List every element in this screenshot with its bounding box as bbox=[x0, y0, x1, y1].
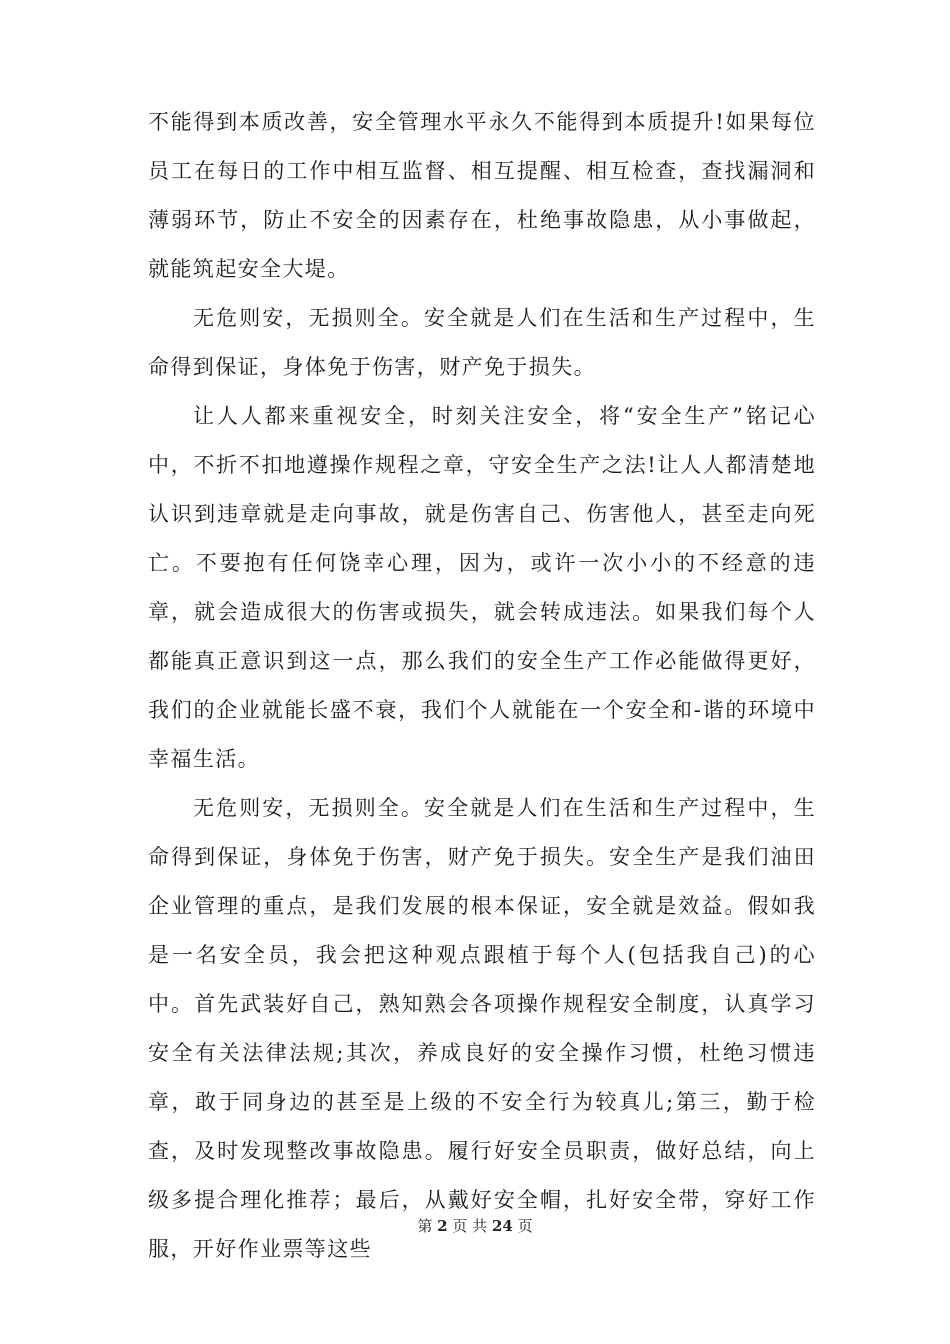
footer-suffix: 页 bbox=[517, 1217, 533, 1235]
footer-prefix: 第 bbox=[417, 1217, 433, 1235]
footer-page-number: 2 bbox=[437, 1217, 448, 1235]
paragraph-2: 无危则安，无损则全。安全就是人们在生活和生产过程中，生命得到保证，身体免于伤害，财产免于损失。 bbox=[148, 306, 816, 379]
footer-middle: 页 共 bbox=[452, 1217, 488, 1235]
document-body bbox=[148, 98, 816, 1274]
paragraph-3: 让人人都来重视安全，时刻关注安全，将“安全生产”铭记心中，不折不扣地遵操作规程之章，守安全生产之法!让人人都清楚地认识到违章就是走向事故，就是伤害自己、伤害他人，甚至走向死亡。不要抱有任何饶幸心理，因为，或许一次小小的不经意的违章，就会造成很大的伤害或损失，就会转成违法。如果我们每个人都能真正意识到这一点，那么我们的安全生产工作必能做得更好，我们的企业就能长盛不衰，我们个人就能在一个安全和-谐的环境中幸福生活。 bbox=[148, 404, 816, 771]
paragraph-4: 无危则安，无损则全。安全就是人们在生活和生产过程中，生命得到保证，身体免于伤害，财产免于损失。安全生产是我们油田企业管理的重点，是我们发展的根本保证，安全就是效益。假如我是一名安全员，我会把这种观点跟植于每个人(包括我自己)的心中。首先武装好自己，熟知熟会各项操作规程安全制度，认真学习安全有关法律法规;其次，养成良好的安全操作习惯，杜绝习惯违章，敢于同身边的甚至是上级的不安全行为较真儿;第三，勤于检查，及时发现整改事故隐患。履行好安全员职责，做好总结，向上级多提合理化推荐；最后，从戴好安全帽，扎好安全带，穿好工作服，开好作业票等这些 bbox=[148, 796, 816, 1261]
footer-total-pages: 24 bbox=[491, 1217, 513, 1235]
page-footer bbox=[0, 1216, 950, 1236]
paragraph-1: 不能得到本质改善，安全管理水平永久不能得到本质提升!如果每位员工在每日的工作中相互监督、相互提醒、相互检查，查找漏洞和薄弱环节，防止不安全的因素存在，杜绝事故隐患，从小事做起，就能筑起安全大堤。 bbox=[148, 110, 816, 281]
